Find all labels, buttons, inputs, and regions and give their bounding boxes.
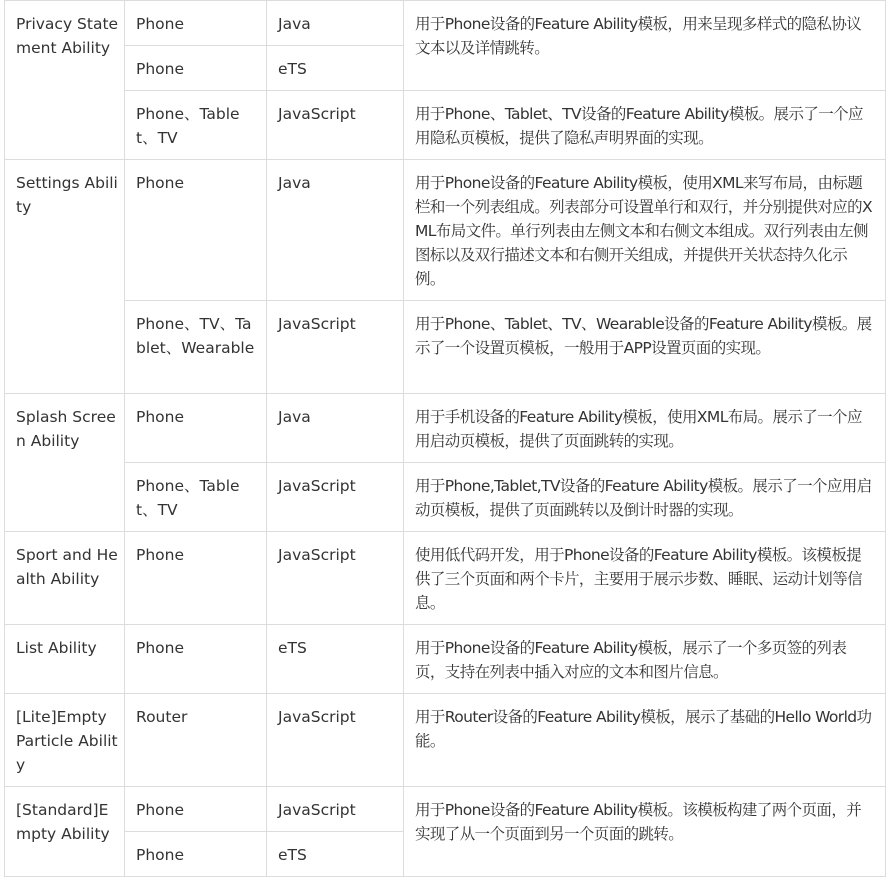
table-row xyxy=(5,463,886,532)
table-row xyxy=(5,394,886,463)
device-cell: Phone xyxy=(125,532,267,625)
device-cell: Phone xyxy=(125,787,267,832)
language-cell: Java xyxy=(267,394,404,463)
device-cell: Phone、Tablet、TV xyxy=(125,91,267,160)
table-row xyxy=(5,532,886,625)
device-cell: Phone xyxy=(125,394,267,463)
ability-name-cell: [Lite]Empty Particle Ability xyxy=(5,694,125,787)
device-cell: Phone、Tablet、TV xyxy=(125,463,267,532)
description-cell: 用于Phone、Tablet、TV设备的Feature Ability模板。展示了一个应用隐私页模板，提供了隐私声明界面的实现。 xyxy=(404,91,886,160)
description-cell: 用于Phone设备的Feature Ability模板，用来呈现多样式的隐私协议文本以及详情跳转。 xyxy=(404,1,886,91)
device-cell: Router xyxy=(125,694,267,787)
description-cell: 用于Router设备的Feature Ability模板，展示了基础的Hello World功能。 xyxy=(404,694,886,787)
ability-name-cell: Settings Ability xyxy=(5,160,125,394)
ability-name-cell: Sport and Health Ability xyxy=(5,532,125,625)
ability-name-cell: [Standard]Empty Ability xyxy=(5,787,125,877)
device-cell: Phone、TV、Tablet、Wearable xyxy=(125,301,267,394)
language-cell: eTS xyxy=(267,832,404,877)
table-row xyxy=(5,91,886,160)
device-cell: Phone xyxy=(125,160,267,301)
language-cell: Java xyxy=(267,1,404,46)
table-row xyxy=(5,694,886,787)
table-row xyxy=(5,1,886,46)
language-cell: JavaScript xyxy=(267,694,404,787)
description-cell: 用于Phone、Tablet、TV、Wearable设备的Feature Ability模板。展示了一个设置页模板，一般用于APP设置页面的实现。 xyxy=(404,301,886,394)
device-cell: Phone xyxy=(125,832,267,877)
device-cell: Phone xyxy=(125,46,267,91)
ability-name-cell: Splash Screen Ability xyxy=(5,394,125,532)
language-cell: Java xyxy=(267,160,404,301)
description-cell: 用于Phone,Tablet,TV设备的Feature Ability模板。展示了一个应用启动页模板，提供了页面跳转以及倒计时器的实现。 xyxy=(404,463,886,532)
description-cell: 用于Phone设备的Feature Ability模板，使用XML来写布局，由标题栏和一个列表组成。列表部分可设置单行和双行，并分别提供对应的XML布局文件。单行列表由左侧文本和右侧文本组成。双行列表由左侧图标以及双行描述文本和右侧开关组成，并提供开关状态持久化示例。 xyxy=(404,160,886,301)
description-cell: 用于Phone设备的Feature Ability模板，展示了一个多页签的列表页，支持在列表中插入对应的文本和图片信息。 xyxy=(404,625,886,694)
language-cell: JavaScript xyxy=(267,787,404,832)
description-cell: 使用低代码开发，用于Phone设备的Feature Ability模板。该模板提供了三个页面和两个卡片，主要用于展示步数、睡眠、运动计划等信息。 xyxy=(404,532,886,625)
language-cell: JavaScript xyxy=(267,463,404,532)
table-row xyxy=(5,301,886,394)
ability-name-cell: List Ability xyxy=(5,625,125,694)
table-row xyxy=(5,787,886,832)
description-cell: 用于手机设备的Feature Ability模板，使用XML布局。展示了一个应用启动页模板，提供了页面跳转的实现。 xyxy=(404,394,886,463)
template-table xyxy=(4,0,886,877)
device-cell: Phone xyxy=(125,1,267,46)
description-cell: 用于Phone设备的Feature Ability模板。该模板构建了两个页面，并实现了从一个页面到另一个页面的跳转。 xyxy=(404,787,886,877)
table-row xyxy=(5,160,886,301)
ability-name-cell: Privacy Statement Ability xyxy=(5,1,125,160)
language-cell: JavaScript xyxy=(267,301,404,394)
language-cell: JavaScript xyxy=(267,532,404,625)
language-cell: eTS xyxy=(267,46,404,91)
device-cell: Phone xyxy=(125,625,267,694)
language-cell: JavaScript xyxy=(267,91,404,160)
table-row xyxy=(5,625,886,694)
language-cell: eTS xyxy=(267,625,404,694)
